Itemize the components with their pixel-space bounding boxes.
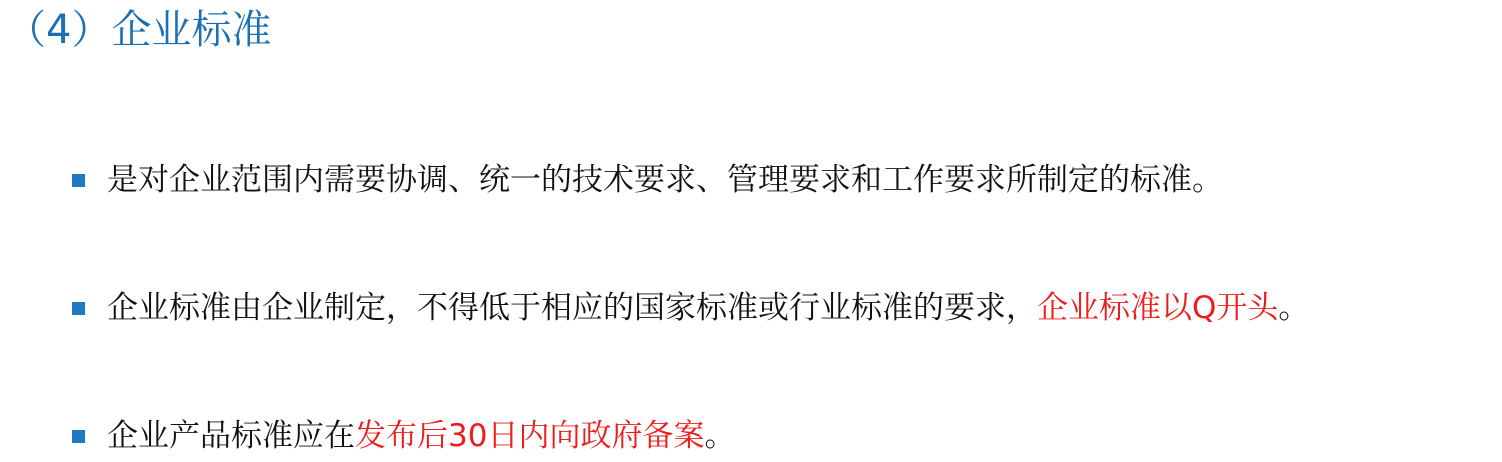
square-bullet-icon	[72, 174, 85, 187]
square-bullet-icon	[72, 430, 85, 443]
bullet-text-before: 企业产品标准应在	[107, 418, 355, 454]
bullet-item-filing	[72, 411, 735, 461]
bullet-item-naming	[72, 283, 1309, 333]
bullet-item-definition	[72, 155, 1223, 205]
bullet-text	[107, 283, 1309, 333]
bullet-text	[107, 411, 735, 461]
bullet-text-highlight: 发布后30日内向政府备案	[355, 418, 705, 454]
bullet-text-after: 。	[1278, 290, 1310, 326]
bullet-text: 是对企业范围内需要协调、统一的技术要求、管理要求和工作要求所制定的标准。	[107, 162, 1223, 198]
bullet-text-after: 。	[704, 418, 736, 454]
bullet-text-highlight: 企业标准以Q开头	[1037, 290, 1279, 326]
section-title: （4）企业标准	[6, 7, 272, 53]
bullet-text-before: 企业标准由企业制定，不得低于相应的国家标准或行业标准的要求，	[107, 290, 1037, 326]
square-bullet-icon	[72, 302, 85, 315]
